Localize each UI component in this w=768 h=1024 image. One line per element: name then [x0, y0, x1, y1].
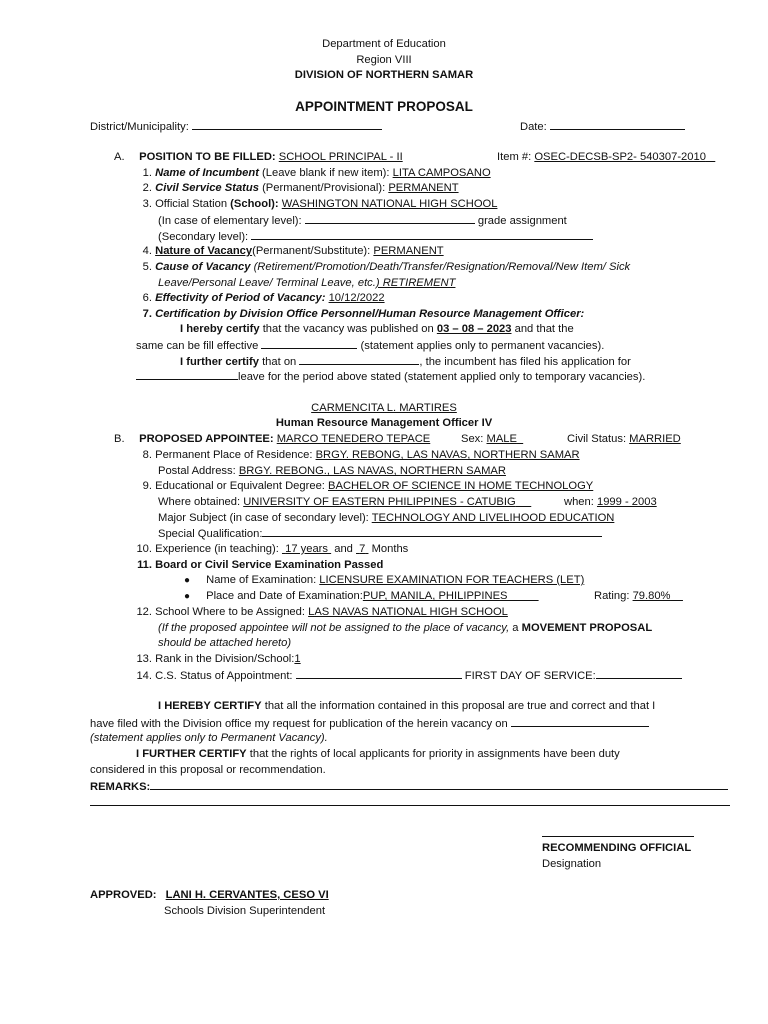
further-certify-bold: I FURTHER CERTIFY [136, 748, 247, 760]
item-11-label: Board or Civil Service Examination Passed [155, 559, 384, 571]
signature-line [542, 836, 694, 837]
section-a-label: POSITION TO BE FILLED: [139, 151, 276, 163]
position-value: SCHOOL PRINCIPAL - II [278, 151, 403, 163]
bullet-icon: ● [184, 591, 191, 602]
item-6 [130, 291, 385, 305]
item-12-note2: should be attached hereto) [158, 637, 292, 649]
date-label: Date: [520, 121, 547, 133]
item-8-value: BRGY. REBONG, LAS NAVAS, NORTHERN SAMAR [315, 449, 580, 461]
item-5 [130, 260, 630, 274]
item-1-value: LITA CAMPOSANO [392, 167, 491, 179]
footer-line-1 [158, 699, 655, 713]
item-3-value: WASHINGTON NATIONAL HIGH SCHOOL [281, 198, 498, 210]
officer-title: Human Resource Management Officer IV [275, 417, 493, 429]
approved-name: LANI H. CERVANTES, CESO VI [165, 889, 329, 901]
item-4-note: (Permanent/Substitute): [252, 245, 371, 257]
footer-line-5 [90, 763, 326, 777]
rating-label: Rating: [594, 590, 630, 602]
district-row [90, 119, 382, 134]
item-3-elem-label: (In case of elementary level): [158, 215, 302, 227]
item-12-value: LAS NAVAS NATIONAL HIGH SCHOOL [308, 606, 508, 618]
item-5-note1: (Retirement/Promotion/Death/Transfer/Resignation/Removal/New Item/ Sick [253, 261, 631, 273]
item-11-number: 11. [137, 559, 152, 571]
item-11 [130, 558, 383, 572]
dept-name: Department of Education [322, 38, 446, 50]
district-label: District/Municipality: [90, 121, 189, 133]
item-12-note1: (If the proposed appointee will not be assigned to the place of vacancy, [158, 622, 510, 634]
item-12-note [158, 621, 652, 635]
cert-line-4 [136, 369, 645, 384]
section-a-letter: A. [114, 151, 125, 163]
item-5-value: ) RETIREMENT [375, 277, 456, 289]
footer-3-italic: (statement applies only to Permanent Vacancy). [90, 732, 328, 744]
section-b-label: PROPOSED APPOINTEE: [139, 433, 274, 445]
item-12-note-bold: MOVEMENT PROPOSAL [521, 622, 653, 634]
footer-line-4 [136, 747, 620, 761]
item-13-label: Rank in the Division/School: [155, 653, 295, 665]
item-2 [130, 181, 459, 195]
exam-place-row [184, 589, 539, 604]
item-3-elementary [158, 213, 567, 228]
footer-5-text: considered in this proposal or recommendation. [90, 764, 326, 776]
item-8-label: Permanent Place of Residence: [155, 449, 313, 461]
item-10-label: Experience (in teaching): [155, 543, 279, 555]
cert-2-end: (statement applies only to permanent vacancies). [360, 340, 605, 352]
approved-row [90, 888, 329, 902]
major-value: TECHNOLOGY AND LIVELIHOOD EDUCATION [371, 512, 615, 524]
item-2-value: PERMANENT [388, 182, 459, 194]
cs-status-field[interactable] [296, 668, 462, 679]
where-value: UNIVERSITY OF EASTERN PHILIPPINES - CATUBIG [243, 496, 516, 508]
item-1-number: 1. [142, 167, 152, 179]
item-7-label: Certification by Division Office Personnel/Human Resource Management Officer: [155, 308, 585, 320]
cert-line-2 [136, 338, 604, 353]
division-name: DIVISION OF NORTHERN SAMAR [294, 69, 474, 81]
item-12-note-a: a [512, 622, 519, 634]
when-label: when: [564, 496, 594, 508]
section-b-row [114, 432, 430, 446]
item-10-number: 10. [136, 543, 152, 555]
item-6-number: 6. [142, 292, 152, 304]
remarks-field-2[interactable] [90, 795, 730, 806]
item-number-label: Item #: [497, 151, 532, 163]
item-3-secondary [158, 229, 593, 244]
item-3-sec-label: (Secondary level): [158, 231, 249, 243]
item-3-grade-label: grade assignment [477, 215, 567, 227]
date-row [520, 119, 685, 134]
exam-name-value: LICENSURE EXAMINATION FOR TEACHERS (LET) [319, 574, 585, 586]
cert-line-1 [180, 322, 574, 336]
special-field[interactable] [262, 526, 602, 537]
cert-4-end: leave for the period above stated (statement applied only to temporary vacancies). [238, 371, 646, 383]
item-8 [130, 448, 580, 462]
cert-1-date: 03 – 08 – 2023 [436, 323, 512, 335]
cert-1-end: and that the [514, 323, 574, 335]
footer-2-text: have filed with the Division office my request for publication of the herein vacancy on [90, 718, 508, 730]
filed-date-field[interactable] [299, 354, 419, 365]
item-3-bold: (School): [230, 198, 279, 210]
leave-field[interactable] [136, 369, 238, 380]
civil-status-row [567, 432, 681, 446]
item-8-number: 8. [142, 449, 152, 461]
district-field[interactable] [192, 119, 382, 130]
secondary-field[interactable] [251, 229, 593, 240]
appointee-name: MARCO TENEDERO TEPACE [276, 433, 431, 445]
recommending-official: RECOMMENDING OFFICIAL [542, 842, 692, 854]
cert-3-text: that on [262, 356, 297, 368]
years-value: 17 years [285, 543, 329, 555]
item-5-label: Cause of Vacancy [155, 261, 251, 273]
item-1-note: (Leave blank if new item): [262, 167, 390, 179]
item-13-value: 1 [294, 653, 301, 665]
footer-4-text: that the rights of local applicants for priority in assignments have been duty [249, 748, 620, 760]
item-3-number: 3. [142, 198, 152, 210]
cert-line-3 [180, 354, 631, 369]
item-6-value: 10/12/2022 [328, 292, 385, 304]
first-day-label: FIRST DAY OF SERVICE: [464, 670, 596, 682]
item-2-note: (Permanent/Provisional): [262, 182, 386, 194]
item-9-when [564, 495, 657, 509]
months-value: 7 [359, 543, 366, 555]
item-13 [130, 652, 301, 666]
item-6-label: Effectivity of Period of Vacancy: [155, 292, 326, 304]
footer-line-2 [90, 716, 649, 731]
approved-label: APPROVED: [90, 889, 157, 901]
where-label: Where obtained: [158, 496, 241, 508]
item-5-cont [158, 276, 455, 290]
item-9-value: BACHELOR OF SCIENCE IN HOME TECHNOLOGY [328, 480, 594, 492]
item-9-special [158, 526, 602, 541]
elem-field[interactable] [305, 213, 475, 224]
item-9-number: 9. [142, 480, 152, 492]
item-5-number: 5. [142, 261, 152, 273]
item-9-label: Educational or Equivalent Degree: [155, 480, 325, 492]
item-number-row [497, 150, 715, 164]
item-14-number: 14. [136, 670, 152, 682]
item-13-number: 13. [136, 653, 152, 665]
item-1 [130, 166, 491, 180]
postal-label: Postal Address: [158, 465, 236, 477]
rating-value: 79.80% [632, 590, 671, 602]
and-label: and [334, 543, 353, 555]
effective-field[interactable] [261, 338, 357, 349]
hereby-certify-bold: I HEREBY CERTIFY [158, 700, 262, 712]
bullet-icon: ● [184, 575, 191, 586]
item-4-label: Nature of Vacancy [155, 245, 253, 257]
section-a-row [114, 150, 403, 164]
footer-1-text: that all the information contained in this proposal are true and correct and that I [264, 700, 656, 712]
item-4-value: PERMANENT [373, 245, 444, 257]
major-label: Major Subject (in case of secondary level): [158, 512, 369, 524]
footer-line-3 [90, 731, 328, 745]
designation-label: Designation [542, 858, 602, 870]
item-number-value: OSEC-DECSB-SP2- 540307-2010 [534, 151, 706, 163]
item-14-label: C.S. Status of Appointment: [155, 670, 293, 682]
sex-value: MALE [486, 433, 517, 445]
cert-2-start: same can be fill effective [136, 340, 259, 352]
date-field[interactable] [550, 119, 685, 130]
when-value: 1999 - 2003 [596, 496, 657, 508]
rating-row [594, 589, 683, 603]
item-8-postal [158, 464, 506, 478]
exam-place-value: PUP, MANILA, PHILIPPINES [362, 590, 508, 602]
item-10 [130, 542, 408, 556]
item-1-label: Name of Incumbent [155, 167, 259, 179]
item-9-major [158, 511, 614, 525]
item-7 [130, 307, 584, 321]
remarks-row-2 [90, 795, 730, 810]
item-5-note2: Leave/Personal Leave/ Terminal Leave, etc. [158, 277, 376, 289]
item-2-label: Civil Service Status [155, 182, 259, 194]
remarks-row [90, 779, 728, 794]
exam-name-row [184, 573, 584, 588]
civil-status-label: Civil Status: [567, 433, 627, 445]
item-12-number: 12. [136, 606, 152, 618]
remarks-label: REMARKS: [90, 781, 151, 793]
item-7-number: 7. [142, 308, 152, 320]
item-4 [130, 244, 444, 258]
special-label: Special Qualification: [158, 528, 263, 540]
cert-1-text: that the vacancy was published on [262, 323, 434, 335]
item-12-note-cont [158, 636, 291, 650]
sex-row [461, 432, 523, 446]
approved-title: Schools Division Superintendent [164, 905, 326, 917]
exam-name-label: Name of Examination: [206, 574, 317, 586]
item-9 [130, 479, 593, 493]
exam-place-label: Place and Date of Examination: [206, 590, 363, 602]
item-12-label: School Where to be Assigned: [155, 606, 305, 618]
civil-status-value: MARRIED [629, 433, 681, 445]
item-2-number: 2. [142, 182, 152, 194]
officer-name: CARMENCITA L. MARTIRES [311, 402, 457, 414]
item-3-label: Official Station [155, 198, 228, 210]
item-4-number: 4. [142, 245, 152, 257]
cert-1-bold: I hereby certify [180, 323, 260, 335]
first-day-field[interactable] [596, 668, 682, 679]
section-b-letter: B. [114, 433, 125, 445]
item-9-where [158, 495, 531, 509]
item-12 [130, 605, 508, 619]
publication-date-field[interactable] [511, 716, 649, 727]
months-label: Months [371, 543, 409, 555]
item-3 [130, 197, 497, 211]
region-name: Region VIII [356, 54, 412, 66]
remarks-field[interactable] [150, 779, 728, 790]
sex-label: Sex: [461, 433, 484, 445]
postal-value: BRGY. REBONG., LAS NAVAS, NORTHERN SAMAR [238, 465, 506, 477]
cert-3-end: , the incumbent has filed his application for [419, 356, 631, 368]
cert-3-bold: I further certify [180, 356, 259, 368]
item-14 [130, 668, 682, 683]
page-title: APPOINTMENT PROPOSAL [295, 99, 473, 114]
